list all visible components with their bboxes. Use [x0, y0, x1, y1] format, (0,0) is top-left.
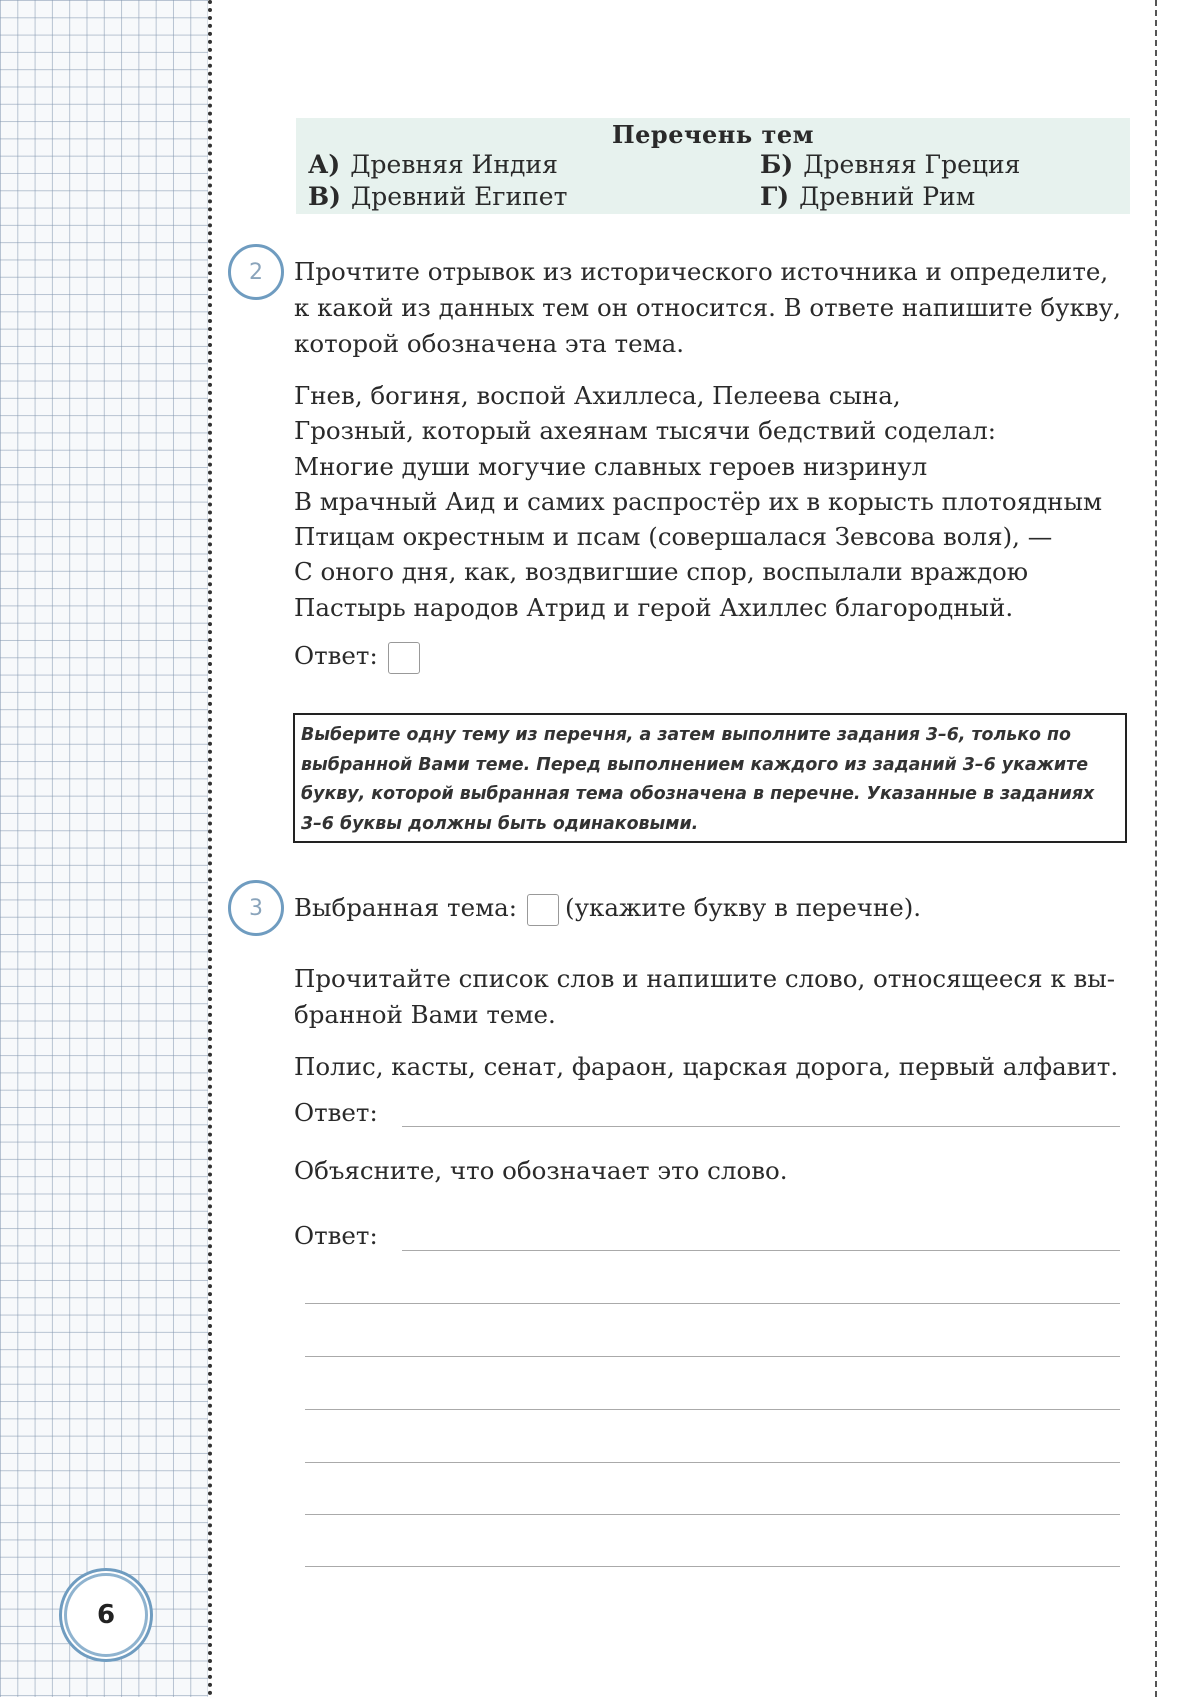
answer-line[interactable]	[305, 1462, 1120, 1463]
word-list: Полис, касты, сенат, фараон, царская дорога, первый алфавит.	[294, 1052, 1119, 1081]
task-2-instruction-line: к какой из данных тем он относится. В ответе напишите букву,	[294, 293, 1121, 322]
task-2-number: 2	[228, 244, 284, 300]
topic-a	[308, 150, 558, 179]
chosen-topic-box[interactable]	[527, 894, 559, 926]
page-number: 6	[64, 1573, 148, 1657]
task-3-number: 3	[228, 880, 284, 936]
topic-name: Древний Египет	[350, 182, 568, 211]
topics-title: Перечень тем	[611, 120, 815, 149]
topic-letter: В)	[308, 182, 341, 211]
task-2-answer	[294, 638, 420, 674]
chosen-topic-hint: (укажите букву в перечне).	[565, 893, 922, 922]
topic-letter: Б)	[760, 150, 794, 179]
source-excerpt	[294, 378, 1102, 625]
answer-label: Ответ:	[294, 641, 378, 670]
answer-line[interactable]	[305, 1409, 1120, 1410]
answer-box[interactable]	[388, 642, 420, 674]
binding-dotted-line	[208, 0, 212, 1697]
topic-name: Древняя Греция	[803, 150, 1021, 179]
task-2-instruction-line: которой обозначена эта тема.	[294, 329, 685, 358]
topic-g	[760, 182, 975, 211]
topic-name: Древняя Индия	[350, 150, 558, 179]
excerpt-line: Гнев, богиня, воспой Ахиллеса, Пелеева сына,	[294, 381, 901, 410]
answer-label: Ответ:	[294, 1221, 378, 1250]
explain-prompt: Объясните, что обозначает это слово.	[294, 1156, 788, 1185]
task-3-instruction-line: Прочитайте список слов и напишите слово, относящееся к вы-	[294, 964, 1116, 993]
topic-letter: А)	[308, 150, 341, 179]
answer-line[interactable]	[305, 1303, 1120, 1304]
chosen-topic-label: Выбранная тема:	[294, 893, 518, 922]
answer-line[interactable]	[305, 1356, 1120, 1357]
excerpt-line: Грозный, который ахеянам тысячи бедствий соделал:	[294, 416, 997, 446]
topic-letter: Г)	[760, 182, 790, 211]
excerpt-line: Птицам окрестным и псам (совершалася Зевсова воля), —	[294, 522, 1053, 552]
answer-line[interactable]	[305, 1514, 1120, 1515]
answer-line[interactable]	[402, 1250, 1120, 1251]
grid-margin	[0, 0, 208, 1697]
excerpt-line: Пастырь народов Атрид и герой Ахиллес благородный.	[294, 592, 1014, 622]
cut-dashed-line	[1155, 0, 1157, 1697]
task-2-instruction-line: Прочтите отрывок из исторического источника и определите,	[294, 257, 1109, 286]
task-3-instruction-line: бранной Вами теме.	[294, 1000, 556, 1029]
answer-label: Ответ:	[294, 1098, 378, 1127]
topics-panel	[296, 118, 1130, 214]
excerpt-line: Многие души могучие славных героев низринул	[294, 451, 928, 481]
chosen-topic-line	[294, 890, 921, 926]
answer-line[interactable]	[402, 1126, 1120, 1127]
topic-v	[308, 182, 567, 211]
topic-b	[760, 150, 1020, 179]
excerpt-line: В мрачный Аид и самих распростёр их в корысть плотоядным	[294, 486, 1103, 516]
instruction-note: Выберите одну тему из перечня, а затем выполните задания 3–6, только по выбранной Вами теме. Перед выполнением каждого из заданий 3–6 укажите букву, которой выбранная тема обозначена в перечне. Указанные в заданиях 3–6 буквы должны быть одинаковыми.	[293, 713, 1127, 843]
topic-name: Древний Рим	[799, 182, 976, 211]
answer-line[interactable]	[305, 1566, 1120, 1567]
excerpt-line: С оного дня, как, воздвигшие спор, воспылали враждою	[294, 557, 1029, 587]
